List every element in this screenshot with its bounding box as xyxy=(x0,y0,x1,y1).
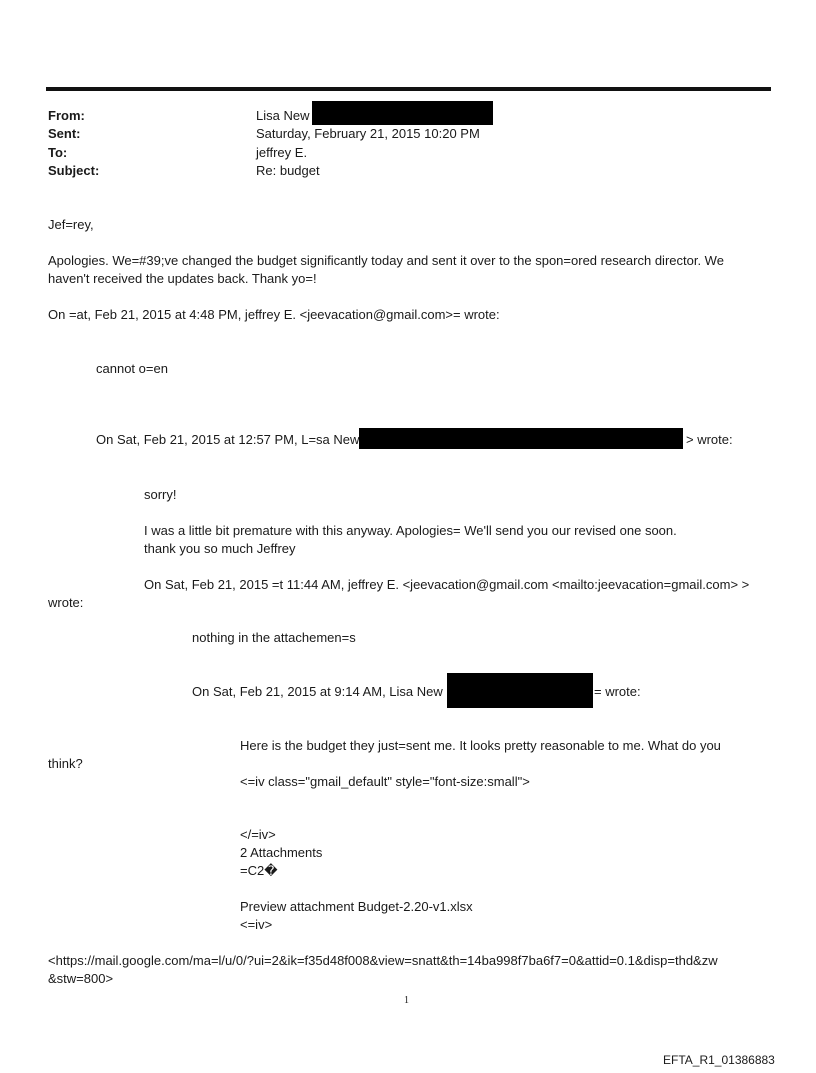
sent-label: Sent: xyxy=(48,126,81,141)
quote-text-premature-line1: I was a little bit premature with this anyway. Apologies= We'll send you our revised one soon. xyxy=(144,523,677,538)
from-value: Lisa New xyxy=(256,108,310,123)
to-label: To: xyxy=(48,145,68,160)
quote-text-cannot-open: cannot o=en xyxy=(96,361,168,376)
quote-header-4-post: = wrote: xyxy=(594,684,641,699)
html-div-close: </=iv> xyxy=(240,827,276,842)
redaction-box xyxy=(359,428,683,449)
page-number: 1 xyxy=(404,995,409,1006)
url-line2: &stw=800> xyxy=(48,971,114,986)
sent-value: Saturday, February 21, 2015 10:20 PM xyxy=(256,126,480,141)
header-divider xyxy=(46,87,771,91)
quote-header-4-pre: On Sat, Feb 21, 2015 at 9:14 AM, Lisa New xyxy=(192,684,443,699)
reply-paragraph-line2: haven't received the updates back. Thank yo=! xyxy=(48,271,317,286)
reply-paragraph-line1: Apologies. We=#39;ve changed the budget significantly today and sent it over to the spon=ored research director. We xyxy=(48,253,724,268)
encoded-char: =C2� xyxy=(240,863,278,878)
quote-text-premature-line2: thank you so much Jeffrey xyxy=(144,541,296,556)
subject-value: Re: budget xyxy=(256,163,320,178)
quote-text-budget-line1: Here is the budget they just=sent me. It looks pretty reasonable to me. What do you xyxy=(240,738,721,753)
subject-label: Subject: xyxy=(48,163,100,178)
quote-header-1: On =at, Feb 21, 2015 at 4:48 PM, jeffrey E. <jeevacation@gmail.com>= wrote: xyxy=(48,307,500,322)
quote-header-2-post: > wrote: xyxy=(686,432,733,447)
quote-header-3-line1: On Sat, Feb 21, 2015 =t 11:44 AM, jeffrey E. <jeevacation@gmail.com <mailto:jeevacation=gmail.com> > xyxy=(144,577,750,592)
quote-text-nothing: nothing in the attachemen=s xyxy=(192,630,356,645)
quote-header-3-line2: wrote: xyxy=(48,595,84,610)
html-div-open: <=iv class="gmail_default" style="font-size:small"> xyxy=(240,774,530,789)
html-div-tag: <=iv> xyxy=(240,917,273,932)
redaction-box xyxy=(447,673,593,708)
greeting: Jef=rey, xyxy=(48,217,94,232)
preview-attachment-text: Preview attachment Budget-2.20-v1.xlsx xyxy=(240,899,473,914)
to-value: jeffrey E. xyxy=(256,145,308,160)
attachments-count: 2 Attachments xyxy=(240,845,323,860)
quote-text-sorry: sorry! xyxy=(144,487,177,502)
url-line1: <https://mail.google.com/ma=l/u/0/?ui=2&ik=f35d48f008&view=snatt&th=14ba998f7ba6f7=0&attid=0.1&disp=thd&zw xyxy=(48,953,718,968)
redaction-box xyxy=(312,101,493,125)
quote-text-budget-line2: think? xyxy=(48,756,83,771)
from-label: From: xyxy=(48,108,85,123)
quote-header-2-pre: On Sat, Feb 21, 2015 at 12:57 PM, L=sa New xyxy=(96,432,360,447)
document-id: EFTA_R1_01386883 xyxy=(663,1053,775,1067)
